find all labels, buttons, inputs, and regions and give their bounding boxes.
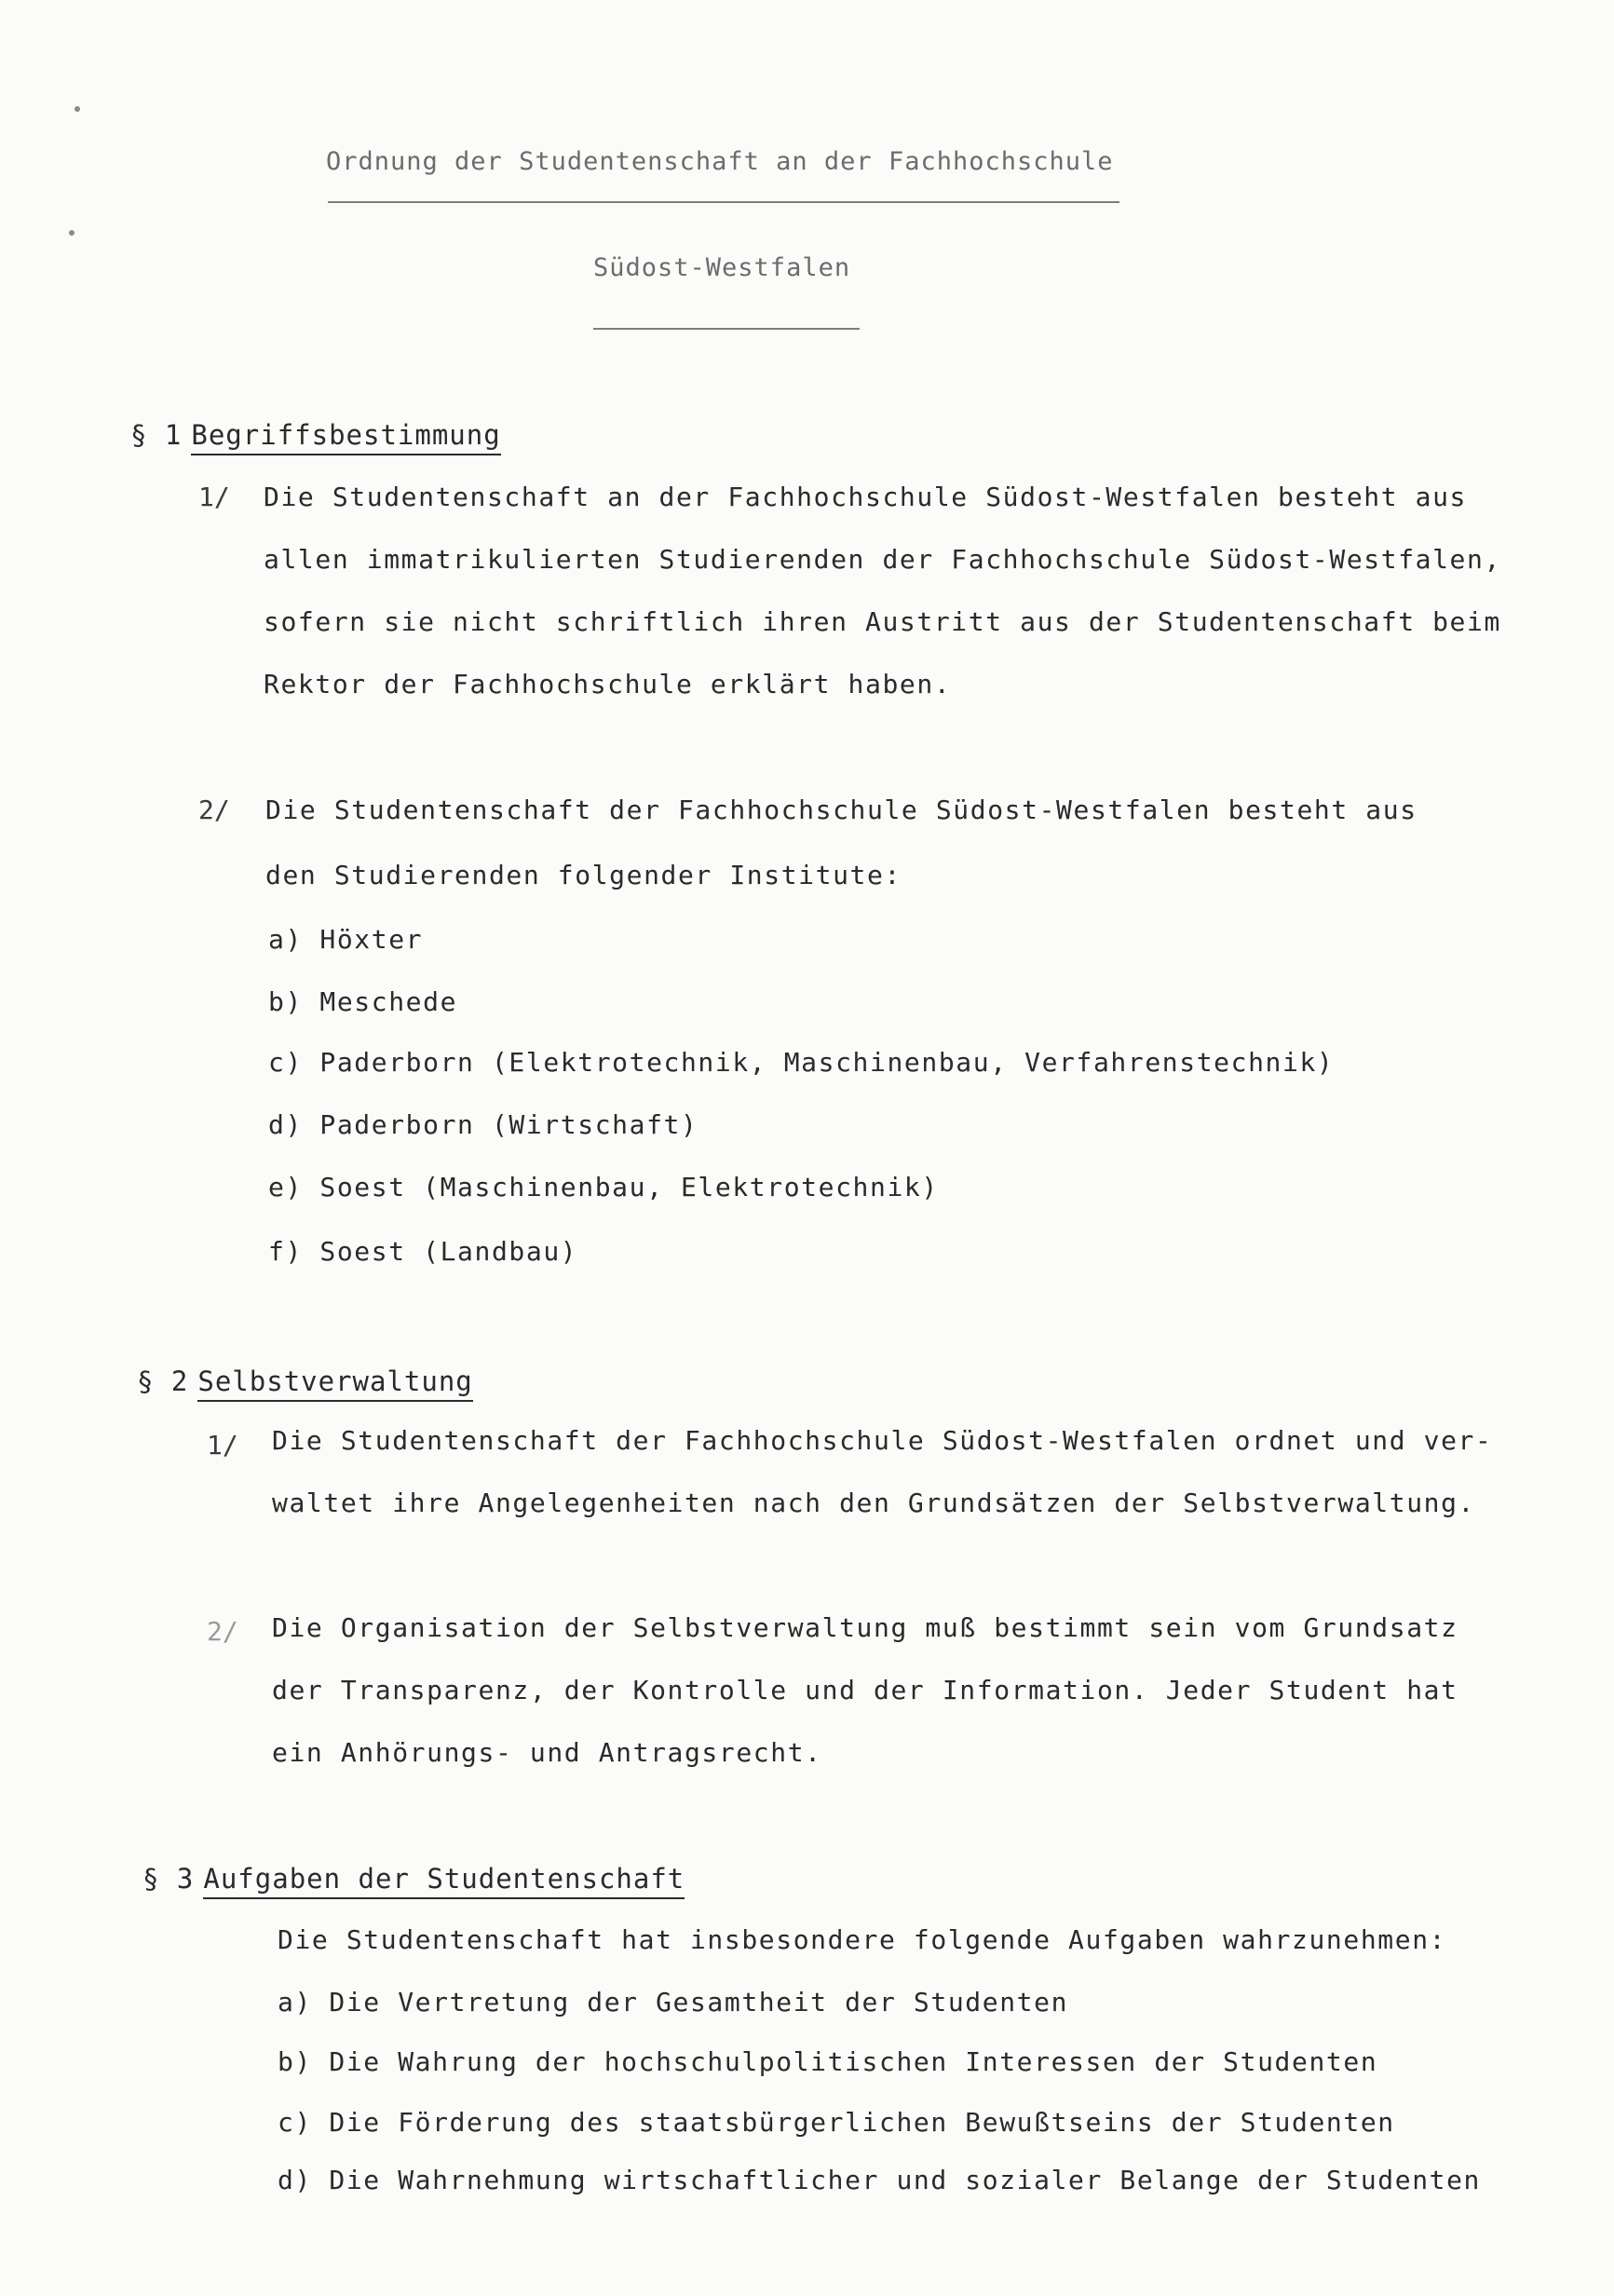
paragraph-number: 2/ xyxy=(198,795,230,825)
section-title: Begriffsbestimmung xyxy=(191,419,500,455)
text-line: allen immatrikulierten Studierenden der Fachhochschule Südost-Westfalen, xyxy=(264,544,1501,575)
list-item: a) Höxter xyxy=(268,924,424,955)
list-item: c) Die Förderung des staatsbürgerlichen Bewußtseins der Studenten xyxy=(278,2107,1395,2138)
list-item: e) Soest (Maschinenbau, Elektrotechnik) xyxy=(268,1172,939,1202)
section-symbol: § 2 xyxy=(137,1365,189,1397)
subtitle-underline xyxy=(593,328,860,330)
text-line: Die Organisation der Selbstverwaltung muß bestimmt sein vom Grundsatz xyxy=(272,1612,1458,1643)
section-title: Selbstverwaltung xyxy=(197,1365,472,1402)
text-line: Die Studentenschaft der Fachhochschule Südost-Westfalen besteht aus xyxy=(265,795,1417,825)
section-title: Aufgaben der Studentenschaft xyxy=(203,1863,685,1899)
section-heading xyxy=(142,1863,685,1895)
section-heading xyxy=(130,419,501,451)
section-symbol: § 1 xyxy=(130,419,183,451)
list-item: d) Die Wahrnehmung wirtschaftlicher und sozialer Belange der Studenten xyxy=(278,2165,1482,2195)
document-subtitle: Südost-Westfalen xyxy=(593,253,851,282)
text-line: Rektor der Fachhochschule erklärt haben. xyxy=(264,669,952,700)
text-line: Die Studentenschaft der Fachhochschule Südost-Westfalen ordnet und ver- xyxy=(272,1425,1493,1456)
list-item: a) Die Vertretung der Gesamtheit der Studenten xyxy=(278,1987,1069,2017)
section-heading xyxy=(137,1365,473,1397)
title-underline xyxy=(328,201,1119,203)
text-line: Die Studentenschaft hat insbesondere folgende Aufgaben wahrzunehmen: xyxy=(278,1924,1447,1955)
text-line: Die Studentenschaft an der Fachhochschule Südost-Westfalen besteht aus xyxy=(264,482,1468,512)
text-line: sofern sie nicht schriftlich ihren Austritt aus der Studentenschaft beim xyxy=(264,606,1501,637)
paragraph-number: 2/ xyxy=(207,1616,238,1647)
scan-speck xyxy=(69,230,75,236)
list-item: b) Meschede xyxy=(268,986,458,1017)
list-item: c) Paderborn (Elektrotechnik, Maschinenbau, Verfahrenstechnik) xyxy=(268,1047,1335,1078)
document-title: Ordnung der Studentenschaft an der Fachhochschule xyxy=(326,147,1114,176)
section-symbol: § 3 xyxy=(142,1863,195,1895)
paragraph-number: 1/ xyxy=(207,1430,238,1460)
paragraph-number: 1/ xyxy=(198,482,230,512)
list-item: b) Die Wahrung der hochschulpolitischen Interessen der Studenten xyxy=(278,2046,1378,2077)
list-item: f) Soest (Landbau) xyxy=(268,1236,578,1267)
list-item: d) Paderborn (Wirtschaft) xyxy=(268,1109,698,1140)
text-line: den Studierenden folgender Institute: xyxy=(265,860,902,890)
text-line: der Transparenz, der Kontrolle und der Information. Jeder Student hat xyxy=(272,1675,1458,1705)
scan-speck xyxy=(75,106,80,112)
text-line: waltet ihre Angelegenheiten nach den Grundsätzen der Selbstverwaltung. xyxy=(272,1488,1476,1518)
text-line: ein Anhörungs- und Antragsrecht. xyxy=(272,1737,822,1768)
